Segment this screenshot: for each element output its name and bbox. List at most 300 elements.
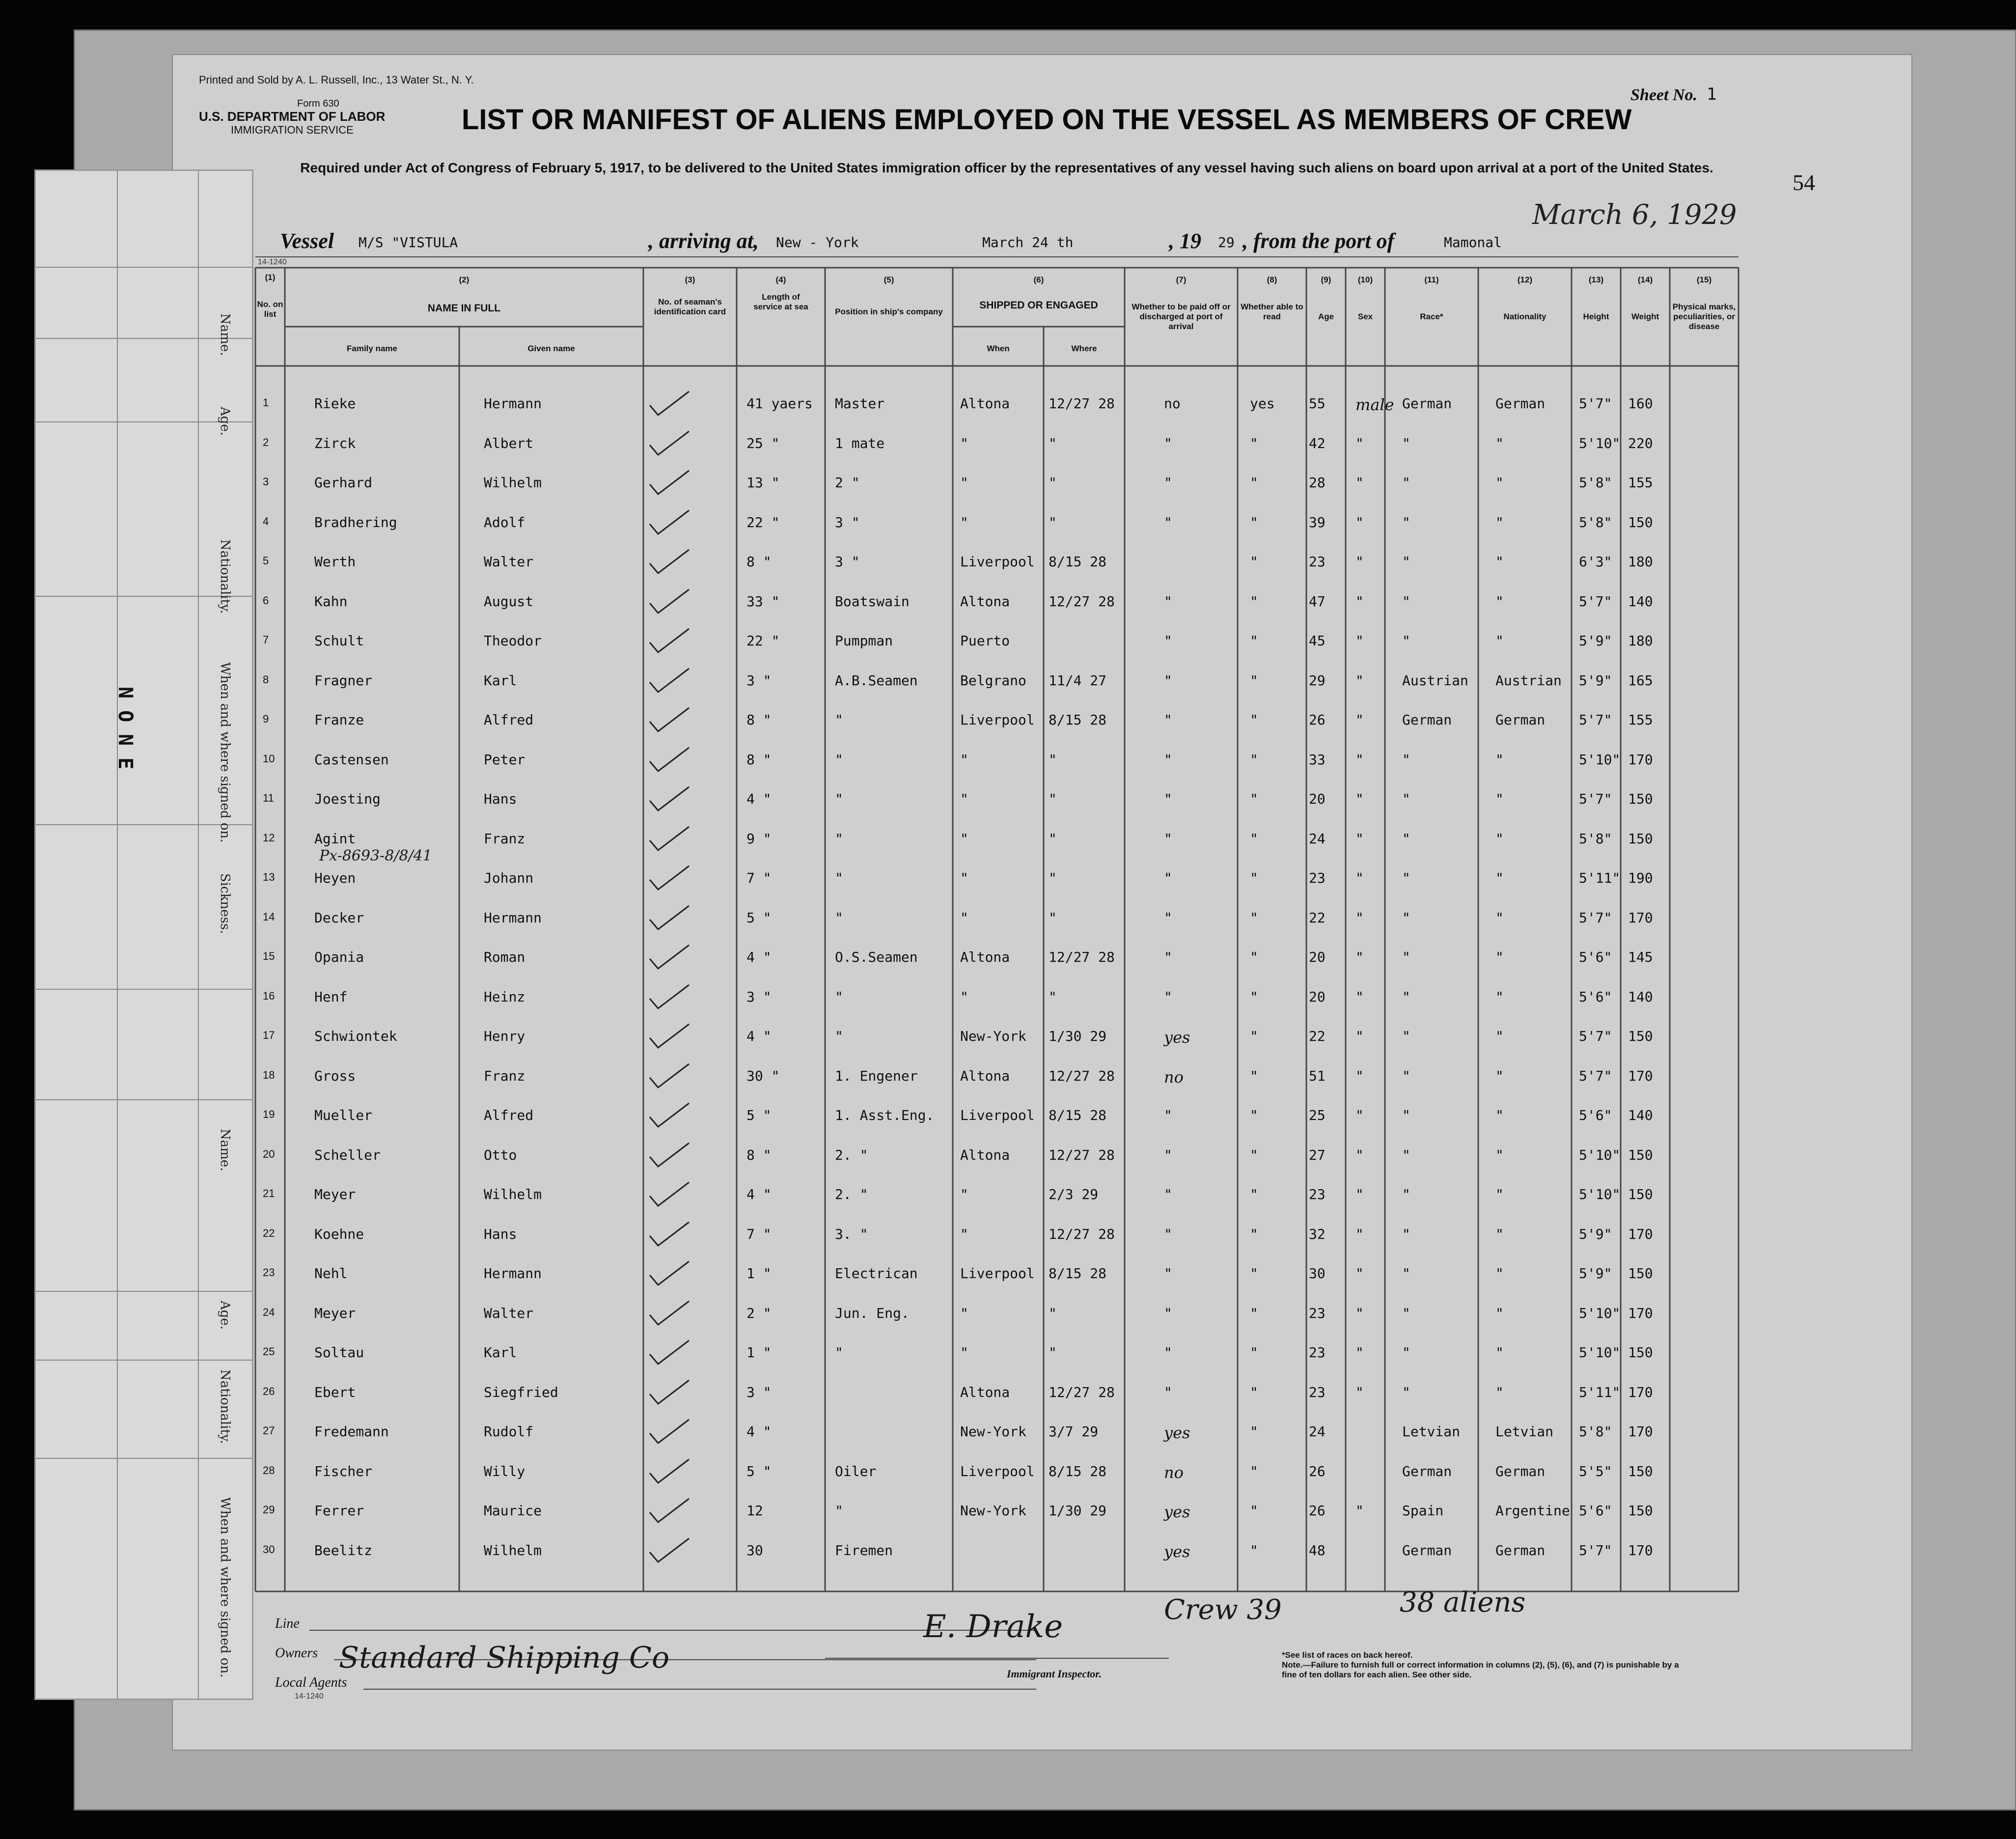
able-to-read: " [1250, 830, 1258, 847]
shipped-when: Altona [960, 395, 1010, 412]
race: German [1402, 1542, 1452, 1559]
shipped-when: " [960, 988, 968, 1005]
paid-off: " [1164, 751, 1172, 768]
position: Boatswain [835, 593, 910, 610]
from-port: Mamonal [1444, 234, 1502, 251]
nationality: " [1495, 830, 1504, 847]
able-to-read: " [1250, 474, 1258, 491]
row-number: 28 [263, 1464, 275, 1477]
checkmark-icon [647, 668, 691, 695]
given-name: Theodor [484, 633, 542, 649]
sex: " [1355, 1226, 1364, 1242]
col-header-sex: Sex [1357, 312, 1373, 321]
given-name: Otto [484, 1146, 517, 1163]
nationality: " [1495, 1226, 1504, 1242]
family-name: Koehne [314, 1226, 364, 1242]
position: " [835, 712, 843, 728]
paid-off: " [1164, 988, 1172, 1005]
able-to-read: " [1250, 1463, 1258, 1479]
col-number-15: (15) [1696, 275, 1712, 284]
race: " [1402, 1186, 1410, 1202]
age: 26 [1309, 712, 1326, 728]
shipped-when: " [960, 1226, 968, 1242]
row-number: 12 [263, 831, 275, 844]
shipped-where: 8/15 28 [1049, 554, 1107, 570]
nationality: Argentine [1495, 1503, 1570, 1519]
age: 20 [1309, 988, 1326, 1005]
shipped-where: 12/27 28 [1049, 395, 1115, 412]
service-length: 4 " [746, 1186, 772, 1202]
footnote-races: *See list of races on back hereof. [1282, 1650, 1413, 1660]
age: 45 [1309, 633, 1326, 649]
shipped-where: 1/30 29 [1049, 1503, 1107, 1519]
family-name: Ferrer [314, 1503, 364, 1519]
age: 26 [1309, 1503, 1326, 1519]
shipped-when: " [960, 751, 968, 768]
paid-off: " [1164, 909, 1172, 926]
paid-off: " [1164, 791, 1172, 807]
family-name: Schult [314, 633, 364, 649]
nationality: " [1495, 474, 1504, 491]
service-length: 8 " [746, 1146, 772, 1163]
col-header-family: Family name [347, 344, 397, 353]
aliens-count-note: 38 aliens [1400, 1587, 1526, 1618]
weight: 150 [1628, 1344, 1653, 1361]
height: 5'10" [1579, 1186, 1621, 1202]
able-to-read: " [1250, 1226, 1258, 1242]
paid-off: " [1164, 435, 1172, 451]
sidebar-label: Name. [218, 313, 232, 356]
race: " [1402, 633, 1410, 649]
able-to-read: " [1250, 712, 1258, 728]
row-number: 1 [263, 396, 269, 409]
shipped-where: " [1049, 1305, 1057, 1321]
checkmark-icon [647, 1339, 691, 1366]
race: " [1402, 1067, 1410, 1084]
service-length: 33 " [746, 593, 780, 610]
position: " [835, 1344, 843, 1361]
shipped-where: " [1049, 1344, 1057, 1361]
race: " [1402, 791, 1410, 807]
checkmark-icon [647, 470, 691, 497]
weight: 180 [1628, 554, 1653, 570]
sex: " [1355, 1146, 1364, 1163]
paid-off: " [1164, 1305, 1172, 1321]
page-stamp-number: 54 [1793, 170, 1815, 195]
bottom-form-code: 14-1240 [295, 1692, 324, 1700]
service-length: 8 " [746, 751, 772, 768]
weight: 140 [1628, 593, 1653, 610]
family-name: Kahn [314, 593, 348, 610]
sex: " [1355, 870, 1364, 886]
nationality: " [1495, 751, 1504, 768]
col-header-given: Given name [527, 344, 575, 353]
col-header-race: Race* [1420, 312, 1443, 321]
weight: 145 [1628, 949, 1653, 965]
service-length: 30 " [746, 1067, 780, 1084]
footer-agents-label: Local Agents [275, 1675, 347, 1690]
sex: " [1355, 435, 1364, 451]
checkmark-icon [647, 1181, 691, 1208]
paid-off: " [1164, 870, 1172, 886]
service-length: 41 yaers [746, 395, 813, 412]
service-name: IMMIGRATION SERVICE [231, 124, 354, 136]
race: " [1402, 949, 1410, 965]
service-length: 8 " [746, 712, 772, 728]
nationality: " [1495, 633, 1504, 649]
service-length: 2 " [746, 1305, 772, 1321]
able-to-read: " [1250, 1305, 1258, 1321]
nationality: " [1495, 949, 1504, 965]
service-length: 25 " [746, 435, 780, 451]
given-name: Albert [484, 435, 534, 451]
height: 5'10" [1579, 1146, 1621, 1163]
given-name: Siegfried [484, 1384, 558, 1400]
shipped-where: 12/27 28 [1049, 1067, 1115, 1084]
sidebar-label: When and where signed on. [218, 1497, 232, 1678]
checkmark-icon [647, 707, 691, 734]
able-to-read: " [1250, 514, 1258, 530]
weight: 170 [1628, 1542, 1653, 1559]
family-name: Mueller [314, 1107, 373, 1123]
checkmark-icon [647, 786, 691, 813]
sex: " [1355, 1028, 1364, 1044]
checkmark-icon [647, 430, 691, 457]
sex: " [1355, 751, 1364, 768]
checkmark-icon [647, 390, 691, 418]
nationality: " [1495, 1265, 1504, 1282]
shipped-where: " [1049, 435, 1057, 451]
able-to-read: " [1250, 1265, 1258, 1282]
family-name: Werth [314, 554, 356, 570]
height: 5'6" [1579, 1503, 1612, 1519]
paid-off: " [1164, 593, 1172, 610]
service-length: 3 " [746, 988, 772, 1005]
nationality: " [1495, 554, 1504, 570]
shipped-where: " [1049, 870, 1057, 886]
family-name: Beelitz [314, 1542, 373, 1559]
position: " [835, 870, 843, 886]
family-name: Meyer [314, 1186, 356, 1202]
row-number: 6 [263, 594, 269, 607]
checkmark-icon [647, 747, 691, 774]
able-to-read: " [1250, 791, 1258, 807]
nationality: " [1495, 435, 1504, 451]
shipped-when: " [960, 870, 968, 886]
paid-off: " [1164, 1226, 1172, 1242]
sex: " [1355, 1305, 1364, 1321]
position: 3. " [835, 1226, 868, 1242]
sex: " [1355, 633, 1364, 649]
family-name: Fragner [314, 672, 373, 689]
sheet-number-value: 1 [1707, 84, 1717, 104]
service-length: 22 " [746, 514, 780, 530]
shipped-when: Liverpool [960, 1107, 1035, 1123]
shipped-where: 12/27 28 [1049, 1146, 1115, 1163]
position: O.S.Seamen [835, 949, 918, 965]
age: 28 [1309, 474, 1326, 491]
race: " [1402, 1028, 1410, 1044]
height: 5'7" [1579, 712, 1612, 728]
height: 5'9" [1579, 633, 1612, 649]
height: 5'10" [1579, 751, 1621, 768]
weight: 180 [1628, 633, 1653, 649]
arrival-port: New - York [776, 234, 859, 251]
age: 22 [1309, 1028, 1326, 1044]
given-name: Alfred [484, 712, 534, 728]
shipped-when: " [960, 1186, 968, 1202]
family-name: Schwiontek [314, 1028, 397, 1044]
sidebar-none-mark: NONE [114, 687, 137, 781]
shipped-where: 12/27 28 [1049, 593, 1115, 610]
able-to-read: " [1250, 1542, 1258, 1559]
height: 5'8" [1579, 830, 1612, 847]
col-number-2: (2) [459, 275, 469, 284]
service-length: 8 " [746, 554, 772, 570]
weight: 140 [1628, 1107, 1653, 1123]
sidebar-label: Sickness. [218, 873, 232, 934]
position: 1. Asst.Eng. [835, 1107, 935, 1123]
row-number: 2 [263, 436, 269, 448]
height: 5'9" [1579, 1265, 1612, 1282]
vessel-label: Vessel [280, 229, 334, 253]
height: 5'7" [1579, 1067, 1612, 1084]
col-header-when: When [987, 344, 1010, 353]
age: 32 [1309, 1226, 1326, 1242]
col-header-paid-off: Whether to be paid off or discharged at port of arrival [1132, 302, 1231, 331]
paid-off: yes [1164, 1423, 1190, 1442]
family-name: Decker [314, 909, 364, 926]
weight: 150 [1628, 830, 1653, 847]
nationality: " [1495, 1186, 1504, 1202]
race: Austrian [1402, 672, 1468, 689]
handwritten-date: March 6, 1929 [1532, 199, 1737, 231]
given-name: Karl [484, 672, 517, 689]
service-length: 4 " [746, 1423, 772, 1440]
shipped-when: " [960, 474, 968, 491]
race: " [1402, 988, 1410, 1005]
able-to-read: " [1250, 435, 1258, 451]
height: 5'10" [1579, 1344, 1621, 1361]
col-header-service: Length of service at sea [753, 292, 808, 311]
paid-off: " [1164, 1107, 1172, 1123]
paid-off: no [1164, 1067, 1184, 1087]
given-name: Heinz [484, 988, 525, 1005]
service-length: 7 " [746, 1226, 772, 1242]
nationality: " [1495, 1344, 1504, 1361]
race: " [1402, 514, 1410, 530]
col-number-8: (8) [1267, 275, 1277, 284]
given-name: Hans [484, 791, 517, 807]
row-number: 27 [263, 1424, 275, 1437]
height: 5'11" [1579, 870, 1621, 886]
col-header-position: Position in ship's company [835, 307, 943, 316]
given-name: Wilhelm [484, 1542, 542, 1559]
service-length: 5 " [746, 1463, 772, 1479]
given-name: Hermann [484, 909, 542, 926]
paid-off: no [1164, 395, 1181, 412]
weight: 150 [1628, 514, 1653, 530]
checkmark-icon [647, 1419, 691, 1446]
race: " [1402, 870, 1410, 886]
height: 6'3" [1579, 554, 1612, 570]
service-length: 4 " [746, 791, 772, 807]
page-title: LIST OR MANIFEST OF ALIENS EMPLOYED ON THE VESSEL AS MEMBERS OF CREW [462, 104, 1632, 136]
checkmark-icon [647, 1221, 691, 1248]
paid-off: " [1164, 1186, 1172, 1202]
service-length: 4 " [746, 949, 772, 965]
given-name: Walter [484, 1305, 534, 1321]
shipped-where: " [1049, 514, 1057, 530]
sex: " [1355, 514, 1364, 530]
height: 5'9" [1579, 672, 1612, 689]
weight: 150 [1628, 1503, 1653, 1519]
position: Firemen [835, 1542, 893, 1559]
race: " [1402, 1226, 1410, 1242]
service-length: 12 [746, 1503, 763, 1519]
footer-owners-label: Owners [275, 1645, 318, 1661]
position: " [835, 988, 843, 1005]
height: 5'10" [1579, 1305, 1621, 1321]
family-name: Henf [314, 988, 348, 1005]
shipped-where: " [1049, 791, 1057, 807]
sex: " [1355, 593, 1364, 610]
paid-off: " [1164, 1265, 1172, 1282]
sidebar-label: Name. [218, 1129, 232, 1171]
col-header-height: Height [1583, 312, 1609, 321]
checkmark-icon [647, 1260, 691, 1287]
nationality: " [1495, 1305, 1504, 1321]
given-name: Karl [484, 1344, 517, 1361]
sidebar-label: Age. [218, 407, 232, 436]
height: 5'8" [1579, 1423, 1612, 1440]
checkmark-icon [647, 1379, 691, 1406]
shipped-where: 8/15 28 [1049, 1107, 1107, 1123]
checkmark-icon [647, 984, 691, 1011]
age: 26 [1309, 1463, 1326, 1479]
col-header-physical: Physical marks, peculiarities, or disease [1672, 302, 1736, 331]
row-number: 22 [263, 1226, 275, 1239]
col-header-shipped: SHIPPED OR ENGAGED [979, 300, 1098, 311]
given-name: Maurice [484, 1503, 542, 1519]
col-number-3: (3) [685, 275, 695, 284]
family-name: Fischer [314, 1463, 373, 1479]
sex: " [1355, 830, 1364, 847]
shipped-where: 12/27 28 [1049, 1226, 1115, 1242]
given-name: August [484, 593, 534, 610]
position: 2. " [835, 1186, 868, 1202]
shipped-when: Altona [960, 1146, 1010, 1163]
age: 20 [1309, 791, 1326, 807]
race: " [1402, 435, 1410, 451]
able-to-read: " [1250, 1146, 1258, 1163]
race: " [1402, 1107, 1410, 1123]
shipped-when: " [960, 514, 968, 530]
family-name: Bradhering [314, 514, 397, 530]
given-name: Wilhelm [484, 1186, 542, 1202]
paid-off: " [1164, 672, 1172, 689]
inspector-signature: E. Drake [923, 1609, 1063, 1645]
age: 24 [1309, 830, 1326, 847]
age: 27 [1309, 1146, 1326, 1163]
from-port-label: , from the port of [1243, 229, 1395, 253]
paid-off: " [1164, 949, 1172, 965]
age: 48 [1309, 1542, 1326, 1559]
weight: 220 [1628, 435, 1653, 451]
race: " [1402, 593, 1410, 610]
row-number: 24 [263, 1306, 275, 1318]
checkmark-icon [647, 944, 691, 971]
row-number: 5 [263, 555, 269, 567]
age: 33 [1309, 751, 1326, 768]
paid-off: yes [1164, 1542, 1190, 1561]
given-name: Hermann [484, 1265, 542, 1282]
shipped-when: " [960, 791, 968, 807]
family-name: Ebert [314, 1384, 356, 1400]
sidebar-label: Nationality. [218, 539, 232, 614]
row-number: 15 [263, 950, 275, 962]
height: 5'5" [1579, 1463, 1612, 1479]
shipped-where: 8/15 28 [1049, 1463, 1107, 1479]
service-length: 7 " [746, 870, 772, 886]
sex: " [1355, 712, 1364, 728]
able-to-read: " [1250, 593, 1258, 610]
family-name: Nehl [314, 1265, 348, 1282]
height: 5'8" [1579, 514, 1612, 530]
vessel-name: M/S "VISTULA [359, 234, 458, 251]
height: 5'8" [1579, 474, 1612, 491]
sex: " [1355, 1067, 1364, 1084]
shipped-where: 11/4 27 [1049, 672, 1107, 689]
printer-line: Printed and Sold by A. L. Russell, Inc., 13 Water St., N. Y. [199, 74, 474, 86]
handwritten-row-note: Px-8693-8/8/41 [319, 847, 432, 864]
height: 5'7" [1579, 1542, 1612, 1559]
paid-off: yes [1164, 1503, 1190, 1521]
shipped-when: Liverpool [960, 712, 1035, 728]
age: 23 [1309, 554, 1326, 570]
paid-off: yes [1164, 1028, 1190, 1047]
race: German [1402, 712, 1452, 728]
service-length: 30 [746, 1542, 763, 1559]
form-code: 14-1240 [258, 258, 287, 266]
sex: " [1355, 909, 1364, 926]
able-to-read: " [1250, 1067, 1258, 1084]
able-to-read: " [1250, 1344, 1258, 1361]
able-to-read: " [1250, 1503, 1258, 1519]
position: 3 " [835, 514, 860, 530]
position: " [835, 830, 843, 847]
age: 42 [1309, 435, 1326, 451]
shipped-where: 12/27 28 [1049, 949, 1115, 965]
height: 5'6" [1579, 1107, 1612, 1123]
position: Master [835, 395, 885, 412]
height: 5'6" [1579, 949, 1612, 965]
family-name: Joesting [314, 791, 381, 807]
position: Electrican [835, 1265, 918, 1282]
col-header-id-card: No. of seaman's identification card [654, 297, 726, 316]
able-to-read: " [1250, 672, 1258, 689]
service-length: 3 " [746, 1384, 772, 1400]
family-name: Meyer [314, 1305, 356, 1321]
weight: 170 [1628, 909, 1653, 926]
nationality: " [1495, 1384, 1504, 1400]
col-header-name: NAME IN FULL [427, 303, 501, 314]
given-name: Willy [484, 1463, 525, 1479]
shipped-when: Puerto [960, 633, 1010, 649]
weight: 150 [1628, 1186, 1653, 1202]
row-number: 26 [263, 1385, 275, 1397]
service-length: 13 " [746, 474, 780, 491]
